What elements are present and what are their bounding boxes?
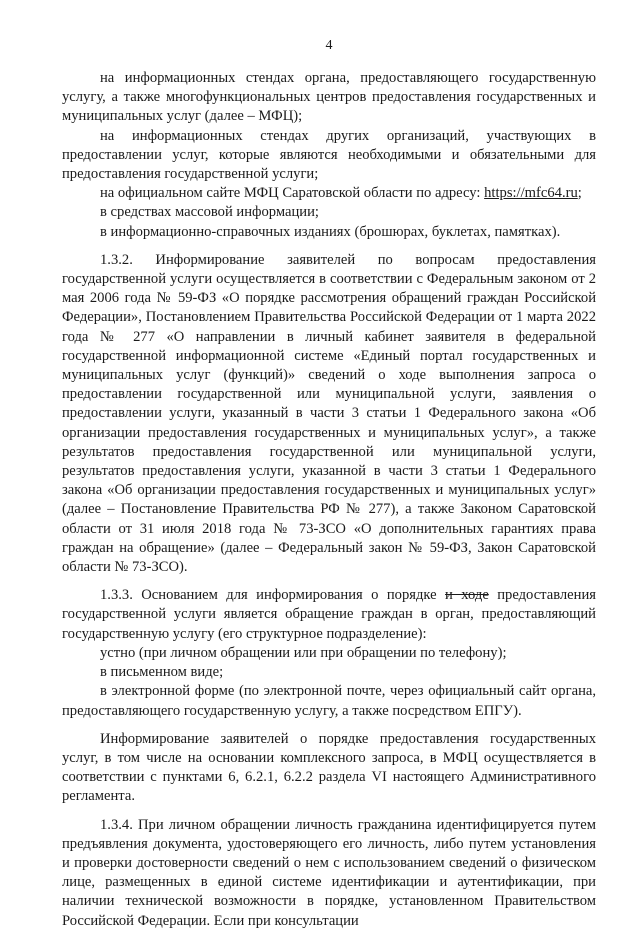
paragraph-mfc-informing: Информирование заявителей о порядке предоставления государственных услуг, в том числе на основании комплексного запроса, в МФЦ осуществляется в соответствии с пунктами 6, 6.2.1, 6.2.2 раздела VI настоящего Административного регламента. <box>62 730 596 805</box>
paragraph-reference-publications: в информационно-справочных изданиях (брошюрах, буклетах, памятках). <box>100 223 561 240</box>
paragraph-mass-media: в средствах массовой информации; <box>100 204 319 221</box>
paragraph-site-tail: ; <box>577 185 582 202</box>
paragraph-official-site <box>62 184 596 203</box>
paragraph-electronic: в электронной форме (по электронной почте, через официальный сайт органа, предоставляющего государственную услугу, а также посредством ЕПГУ). <box>62 683 596 719</box>
struck-text: и ходе <box>445 587 489 604</box>
paragraph-1-3-3-end: предоставления государственной услуги является обращение граждан в орган, предоставляющий государственную услугу (его структурное подразделение): <box>62 587 596 642</box>
paragraph-1-3-2: 1.3.2. Информирование заявителей по вопросам предоставления государственной услуги осуществляется в соответствии с Федеральным законом от 2 мая 2006 года № 59-ФЗ «О порядке рассмотрения обращений граждан Российской Федерации», Постановлением Правительства Российской Федерации от 1 марта 2022 года № 277 «О направлении в личный кабинет заявителя в федеральной государственной информационной системе «Единый портал государственных и муниципальных услуг (функций)» сведений о ходе выполнения запроса о предоставлении государственной или муниципальной услуги, заявления о предоставлении услуги, указанный в части 3 статьи 1 Федерального закона «Об организации предоставления государственных и муниципальных услуг», а также результатов предоставления государственной или муниципальной услуги, результатов предоставления услуги, указанной в части 3 статьи 1 Федерального закона «Об организации предоставления государственных и муниципальных услуг» (далее – Постановление Правительства РФ № 277), а также Законом Саратовской области от 31 июля 2018 года № 73-ЗСО «О дополнительных гарантиях права граждан на обращение» (далее – Федеральный закон № 59-ФЗ, Закон Саратовской области № 73-ЗСО). <box>62 251 596 576</box>
mfc-site-link[interactable]: https://mfc64.ru <box>484 185 578 202</box>
paragraph-site-text: на официальном сайте МФЦ Саратовской области по адресу: <box>100 185 485 202</box>
document-body <box>62 69 596 931</box>
paragraph-1-3-3 <box>62 586 596 644</box>
paragraph-stands-organ: на информационных стендах органа, предоставляющего государственную услугу, а также многофункциональных центров предоставления государственных и муниципальных услуг (далее – МФЦ); <box>62 70 596 125</box>
paragraph-stands-other: на информационных стендах других организаций, участвующих в предоставлении услуг, которые являются необходимыми и обязательными для предоставления государственной услуги; <box>62 127 596 183</box>
paragraph-oral: устно (при личном обращении или при обращении по телефону); <box>100 644 507 661</box>
page-number: 4 <box>325 38 333 53</box>
paragraph-1-3-3-start: 1.3.3. Основанием для информирования о порядке <box>100 587 446 604</box>
paragraph-1-3-4: 1.3.4. При личном обращении личность гражданина идентифицируется путем предъявления документа, удостоверяющего его личность, либо путем установления и проверки достоверности сведений о нем с использованием сведений о физическом лице, размещенных в единой системе идентификации и аутентификации, при наличии технической возможности в порядке, установленном Правительством Российской Федерации. Если при консультации <box>62 816 596 929</box>
paragraph-written: в письменном виде; <box>100 664 224 681</box>
